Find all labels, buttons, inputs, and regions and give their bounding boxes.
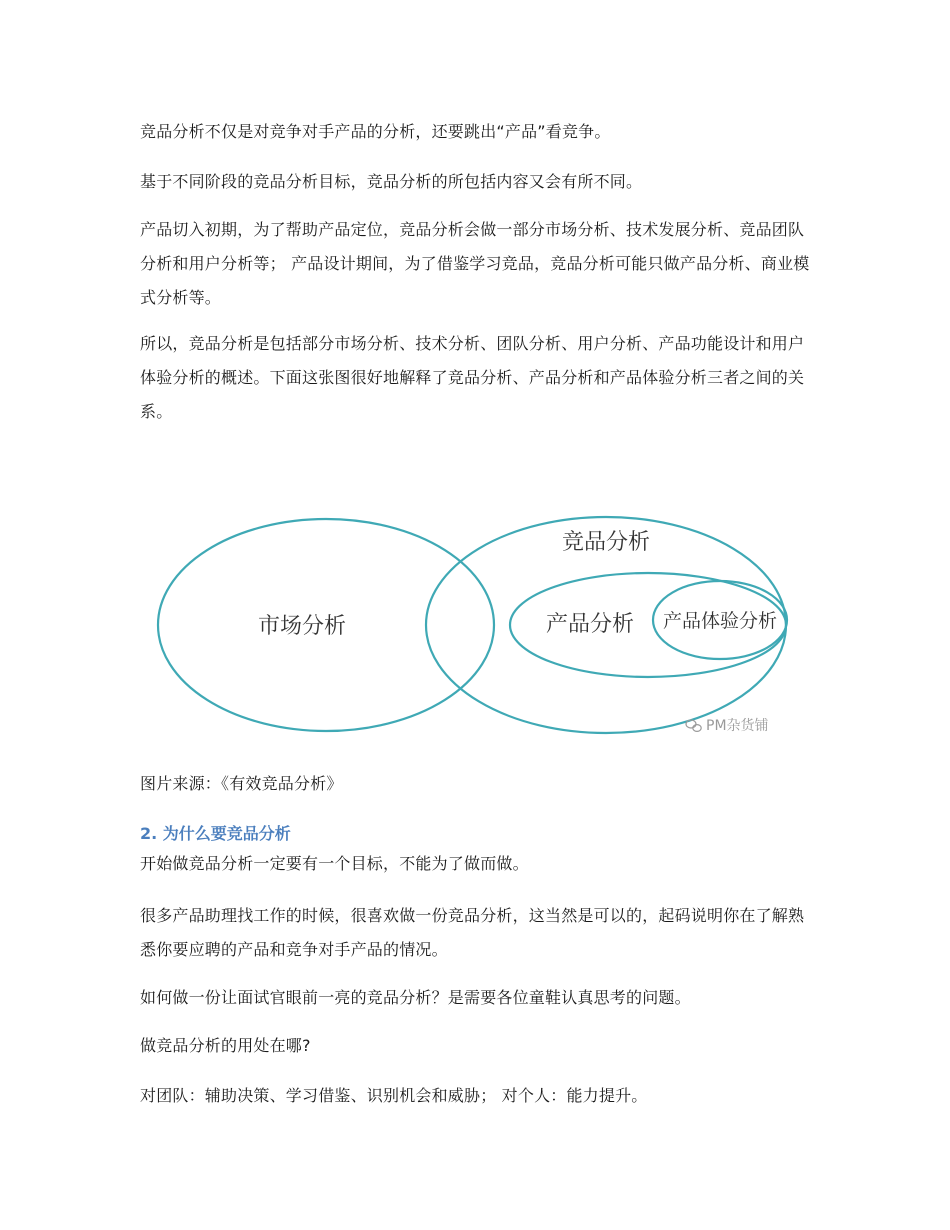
paragraph-question: 做竞品分析的用处在哪? — [140, 1036, 311, 1055]
paragraph-stages: 基于不同阶段的竞品分析目标，竞品分析的所包括内容又会有所不同。 — [140, 172, 643, 191]
venn-diagram-svg — [140, 505, 820, 745]
venn-diagram — [140, 505, 820, 745]
label-market-analysis: 市场分析 — [257, 614, 347, 639]
paragraph-intro: 竞品分析不仅是对竞争对手产品的分析，还要跳出“产品”看竞争。 — [140, 122, 611, 141]
paragraph-summary: 所以，竞品分析是包括部分市场分析、技术分析、团队分析、用户分析、产品功能设计和用户体验分析的概述。下面这张图很好地解释了竞品分析、产品分析和产品体验分析三者之间的关系。 — [140, 334, 805, 421]
paragraph-goal: 开始做竞品分析一定要有一个目标，不能为了做而做。 — [140, 854, 529, 873]
watermark: PM杂货铺 — [706, 718, 769, 734]
paragraph-job-seekers: 很多产品助理找工作的时候，很喜欢做一份竞品分析，这当然是可以的，起码说明你在了解熟悉你要应聘的产品和竞争对手产品的情况。 — [140, 906, 805, 959]
figure-caption: 图片来源：《有效竞品分析》 — [140, 774, 343, 793]
label-experience-analysis: 产品体验分析 — [662, 610, 778, 632]
section-heading: 2. 为什么要竞品分析 — [140, 824, 291, 843]
paragraph-interview: 如何做一份让面试官眼前一亮的竞品分析？是需要各位童鞋认真思考的问题。 — [140, 988, 691, 1007]
paragraph-phases: 产品切入初期，为了帮助产品定位，竞品分析会做一部分市场分析、技术发展分析、竞品团队分析和用户分析等； 产品设计期间，为了借鉴学习竞品，竞品分析可能只做产品分析、商业模式分析等。 — [140, 220, 810, 307]
label-product-analysis: 产品分析 — [545, 612, 635, 637]
paragraph-benefits: 对团队：辅助决策、学习借鉴、识别机会和威胁； 对个人：能力提升。 — [140, 1086, 648, 1105]
label-competitor-analysis: 竞品分析 — [561, 530, 651, 555]
